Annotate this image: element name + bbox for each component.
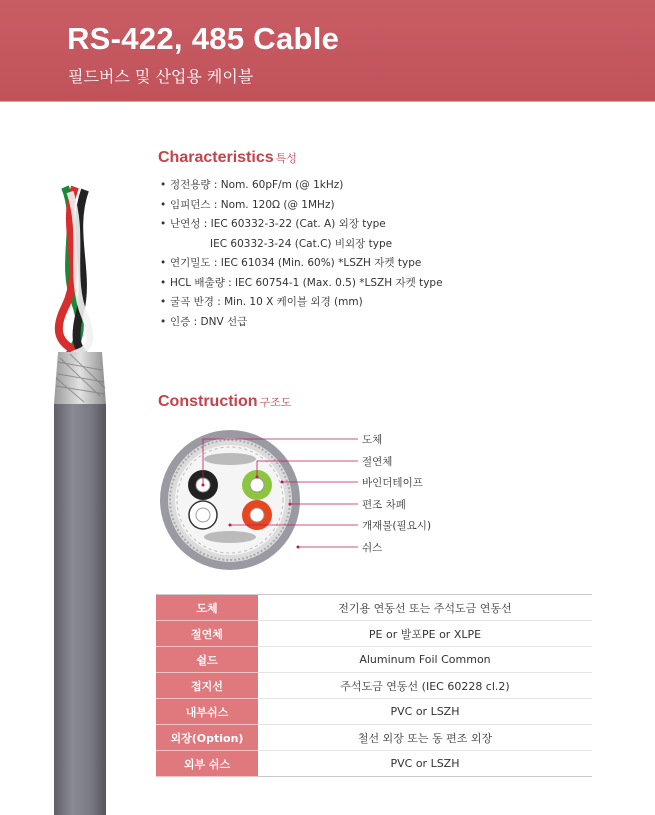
table-row bbox=[156, 725, 592, 751]
table-row bbox=[156, 751, 592, 777]
list-item: • 연기밀도 : IEC 61034 (Min. 60%) *LSZH 자켓 type bbox=[160, 257, 422, 269]
characteristics-list bbox=[160, 176, 443, 332]
characteristics-heading bbox=[158, 149, 297, 167]
callout-conductor: 도체 bbox=[362, 434, 383, 446]
table-key-cell: 도체 bbox=[156, 595, 258, 621]
table-value-cell: Aluminum Foil Common bbox=[258, 647, 592, 673]
characteristics-title: Characteristics bbox=[158, 149, 274, 166]
spec-table bbox=[156, 594, 592, 777]
table-row bbox=[156, 647, 592, 673]
page-title: RS-422, 485 Cable bbox=[67, 21, 340, 56]
table-key-cell: 외부 쉬스 bbox=[156, 751, 258, 777]
table-key-cell: 쉴드 bbox=[156, 647, 258, 673]
list-item: • 난연성 : IEC 60332-3-22 (Cat. A) 외장 type bbox=[160, 218, 386, 230]
table-key-cell: 접지선 bbox=[156, 673, 258, 699]
table-value-cell: PVC or LSZH bbox=[258, 751, 592, 777]
characteristics-title-kr: 특성 bbox=[275, 153, 297, 165]
list-item: • 정전용량 : Nom. 60pF/m (@ 1kHz) bbox=[160, 179, 344, 191]
construction-heading bbox=[158, 393, 291, 411]
table-value-cell: 철선 외장 또는 동 편조 외장 bbox=[258, 725, 592, 751]
table-row bbox=[156, 595, 592, 621]
construction-title: Construction bbox=[158, 393, 258, 410]
list-item-continuation: IEC 60332-3-24 (Cat.C) 비외장 type bbox=[210, 237, 393, 250]
table-key-cell: 외장(Option) bbox=[156, 725, 258, 751]
callout-sheath: 쉬스 bbox=[362, 542, 383, 554]
list-item: • 인증 : DNV 선급 bbox=[160, 315, 248, 328]
page-subtitle: 필드버스 및 산업용 케이블 bbox=[68, 67, 254, 86]
filler-bottom bbox=[204, 531, 256, 543]
list-item: • HCL 배출량 : IEC 60754-1 (Max. 0.5) *LSZH 자켓 type bbox=[160, 276, 443, 289]
callout-binder-tape: 바인더테이프 bbox=[362, 477, 423, 489]
table-row bbox=[156, 673, 592, 699]
table-value-cell: 전기용 연동선 또는 주석도금 연동선 bbox=[258, 595, 592, 621]
list-item: • 굴곡 반경 : Min. 10 X 케이블 외경 (mm) bbox=[160, 296, 363, 308]
page-header bbox=[0, 0, 655, 101]
table-value-cell: PE or 발포PE or XLPE bbox=[258, 621, 592, 647]
table-value-cell: PVC or LSZH bbox=[258, 699, 592, 725]
filler-top bbox=[204, 453, 256, 465]
callout-braid-shield: 편조 차폐 bbox=[362, 499, 406, 511]
cable-illustration bbox=[40, 182, 130, 815]
table-row bbox=[156, 621, 592, 647]
table-row bbox=[156, 699, 592, 725]
table-key-cell: 내부쉬스 bbox=[156, 699, 258, 725]
table-key-cell: 절연체 bbox=[156, 621, 258, 647]
table-value-cell: 주석도금 연동선 (IEC 60228 cl.2) bbox=[258, 673, 592, 699]
callout-filler: 개재물(필요시) bbox=[362, 520, 432, 532]
construction-title-kr: 구조도 bbox=[259, 397, 292, 409]
list-item: • 임피던스 : Nom. 120Ω (@ 1MHz) bbox=[160, 198, 335, 211]
callout-insulation: 절연체 bbox=[362, 456, 393, 468]
header-divider bbox=[0, 101, 655, 102]
